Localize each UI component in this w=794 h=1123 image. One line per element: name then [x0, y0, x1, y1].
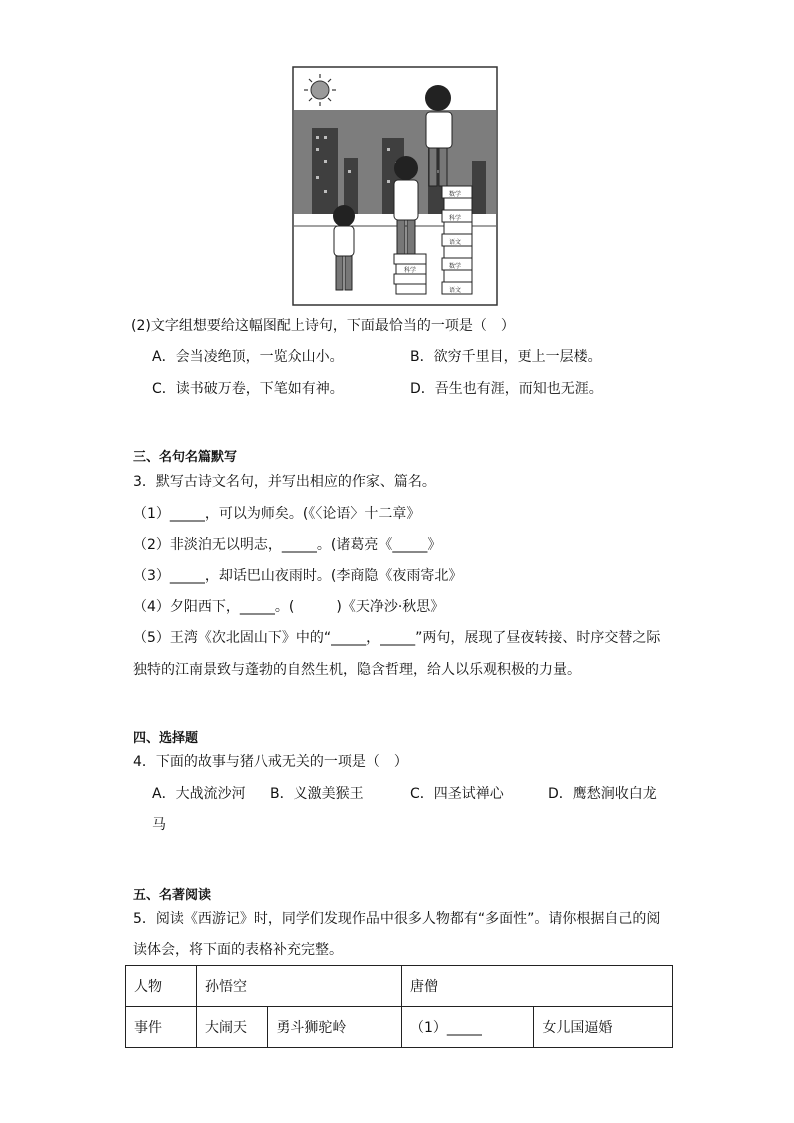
option-d[interactable]: D．鹰愁涧收白龙	[548, 786, 657, 802]
table-row	[126, 966, 673, 1007]
question-5-stem-line-2: 读体会，将下面的表格补充完整。	[133, 942, 343, 958]
question-3-stem: 3．默写古诗文名句，并写出相应的作家、篇名。	[133, 474, 436, 490]
book-label: 科学	[449, 215, 462, 222]
question-5-stem-line-1: 5．阅读《西游记》时，同学们发现作品中很多人物都有“多面性”。请你根据自己的阅	[133, 911, 661, 927]
option-b[interactable]: B．义激美猴王	[270, 786, 364, 802]
book-label: 语文	[449, 287, 462, 294]
table-cell: 勇斗狮驼岭	[268, 1007, 402, 1048]
table-cell: 人物	[126, 966, 197, 1007]
section-3-title: 三、名句名篇默写	[133, 450, 238, 465]
table-cell: 唐僧	[402, 966, 673, 1007]
table-cell: 女儿国逼婚	[534, 1007, 673, 1048]
book-label: 数学	[449, 263, 462, 270]
option-a[interactable]: A．大战流沙河	[152, 786, 246, 802]
book-label: 语文	[449, 239, 462, 246]
question-4-stem: 4．下面的故事与猪八戒无关的一项是（ ）	[133, 754, 408, 770]
table-cell: 事件	[126, 1007, 197, 1048]
recitation-item-1: （1）_____，可以为师矣。(《〈论语〉十二章》	[133, 506, 421, 522]
option-b[interactable]: B．欲穷千里目，更上一层楼。	[410, 349, 602, 365]
recitation-item-5-continued: 独特的江南景致与蓬勃的自然生机，隐含哲理，给人以乐观积极的力量。	[133, 662, 581, 678]
illustration-children-on-books	[292, 66, 498, 306]
option-c[interactable]: C．读书破万卷，下笔如有神。	[152, 381, 344, 397]
section-4-title: 四、选择题	[133, 731, 199, 746]
book-label: 科学	[404, 267, 417, 274]
question-2-stem: (2)文字组想要给这幅图配上诗句，下面最恰当的一项是（ ）	[131, 318, 515, 334]
book-label: 数学	[449, 191, 462, 198]
recitation-item-2: （2）非淡泊无以明志，_____。(诸葛亮《_____》	[133, 537, 442, 553]
recitation-item-3: （3）_____，却话巴山夜雨时。(李商隐《夜雨寄北》	[133, 568, 463, 584]
option-d-wrap: 马	[152, 817, 166, 833]
table-row	[126, 1007, 673, 1048]
section-5-title: 五、名著阅读	[133, 888, 212, 903]
answer-blank-cell[interactable]: （1）_____	[402, 1007, 534, 1048]
short-book-stack	[394, 254, 426, 294]
recitation-item-5: （5）王湾《次北固山下》中的“_____，_____”两句，展现了昼夜转接、时序交替之际	[133, 630, 661, 646]
table-cell: 孙悟空	[197, 966, 402, 1007]
recitation-item-4: （4）夕阳西下，_____。( )《天净沙·秋思》	[133, 599, 445, 615]
option-d[interactable]: D．吾生也有涯，而知也无涯。	[410, 381, 603, 397]
table-cell: 大闹天	[197, 1007, 268, 1048]
option-c[interactable]: C．四圣试禅心	[410, 786, 504, 802]
character-event-table	[125, 965, 673, 1048]
option-a[interactable]: A．会当凌绝顶，一览众山小。	[152, 349, 344, 365]
